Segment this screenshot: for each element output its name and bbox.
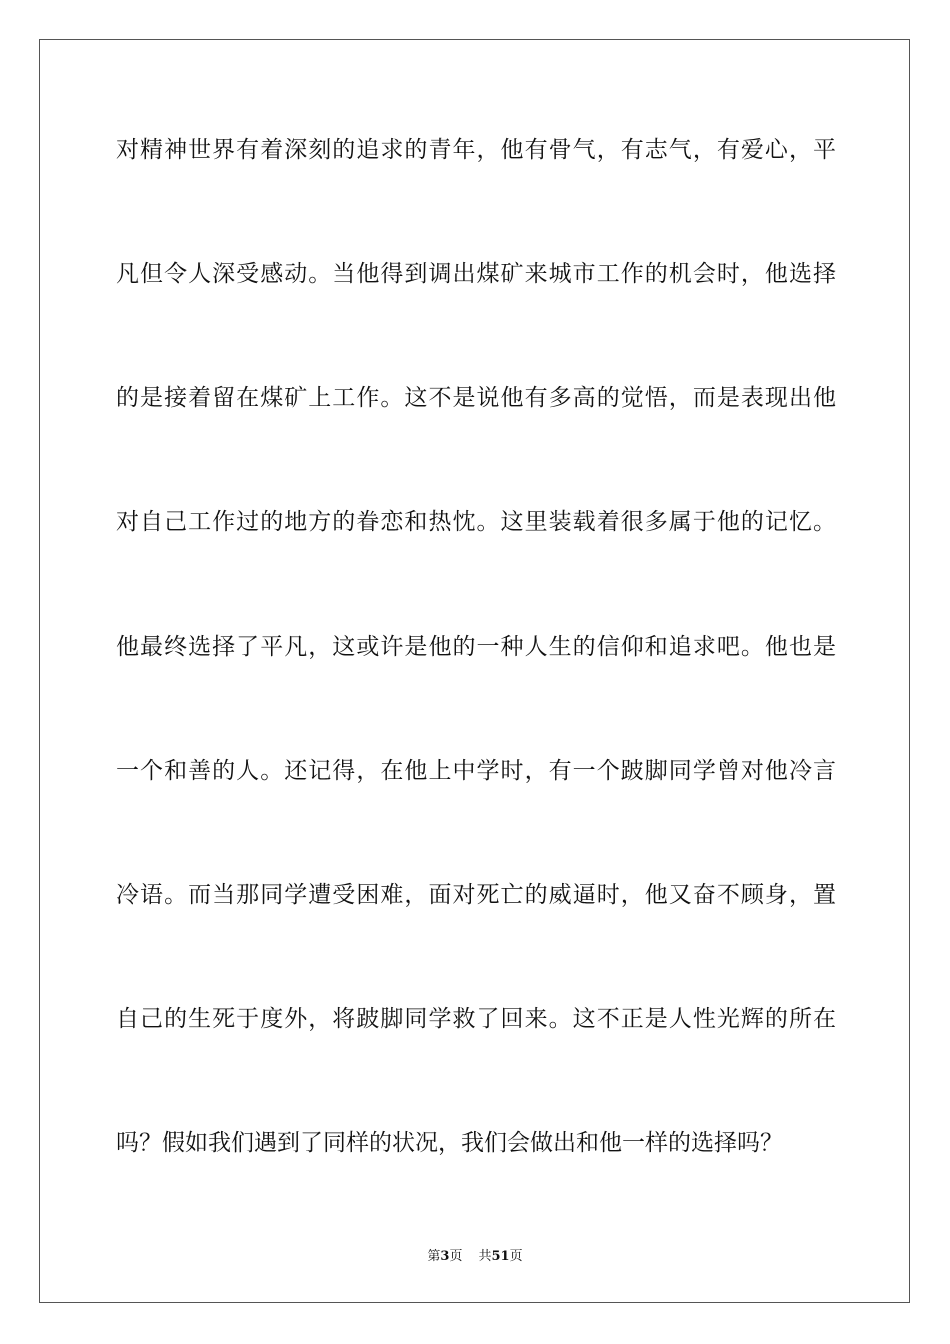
text-line-2: 凡但令人深受感动。当他得到调出煤矿来城市工作的机会时，他选择 xyxy=(116,261,836,287)
text-line-4: 对自己工作过的地方的眷恋和热忱。这里装载着很多属于他的记忆。 xyxy=(116,509,836,535)
total-pages: 51 xyxy=(491,1249,510,1264)
page-prefix: 第 xyxy=(427,1249,441,1264)
page-number: 3 xyxy=(440,1249,450,1264)
text-line-9: 吗？假如我们遇到了同样的状况，我们会做出和他一样的选择吗？ xyxy=(116,1130,783,1156)
page-border xyxy=(39,39,910,1303)
text-line-6: 一个和善的人。还记得，在他上中学时，有一个跛脚同学曾对他冷言 xyxy=(116,758,836,784)
text-line-3: 的是接着留在煤矿上工作。这不是说他有多高的觉悟，而是表现出他 xyxy=(116,385,836,411)
text-line-5: 他最终选择了平凡，这或许是他的一种人生的信仰和追求吧。他也是 xyxy=(116,634,836,660)
text-line-8: 自己的生死于度外，将跛脚同学救了回来。这不正是人性光辉的所在 xyxy=(116,1006,836,1032)
text-line-1: 对精神世界有着深刻的追求的青年，他有骨气，有志气，有爱心，平 xyxy=(116,137,836,163)
page-suffix: 页 xyxy=(449,1249,463,1264)
total-suffix: 页 xyxy=(509,1249,523,1264)
page-footer xyxy=(0,1248,950,1266)
text-line-7: 冷语。而当那同学遭受困难，面对死亡的威逼时，他又奋不顾身，置 xyxy=(116,882,836,908)
total-prefix: 共 xyxy=(478,1249,492,1264)
